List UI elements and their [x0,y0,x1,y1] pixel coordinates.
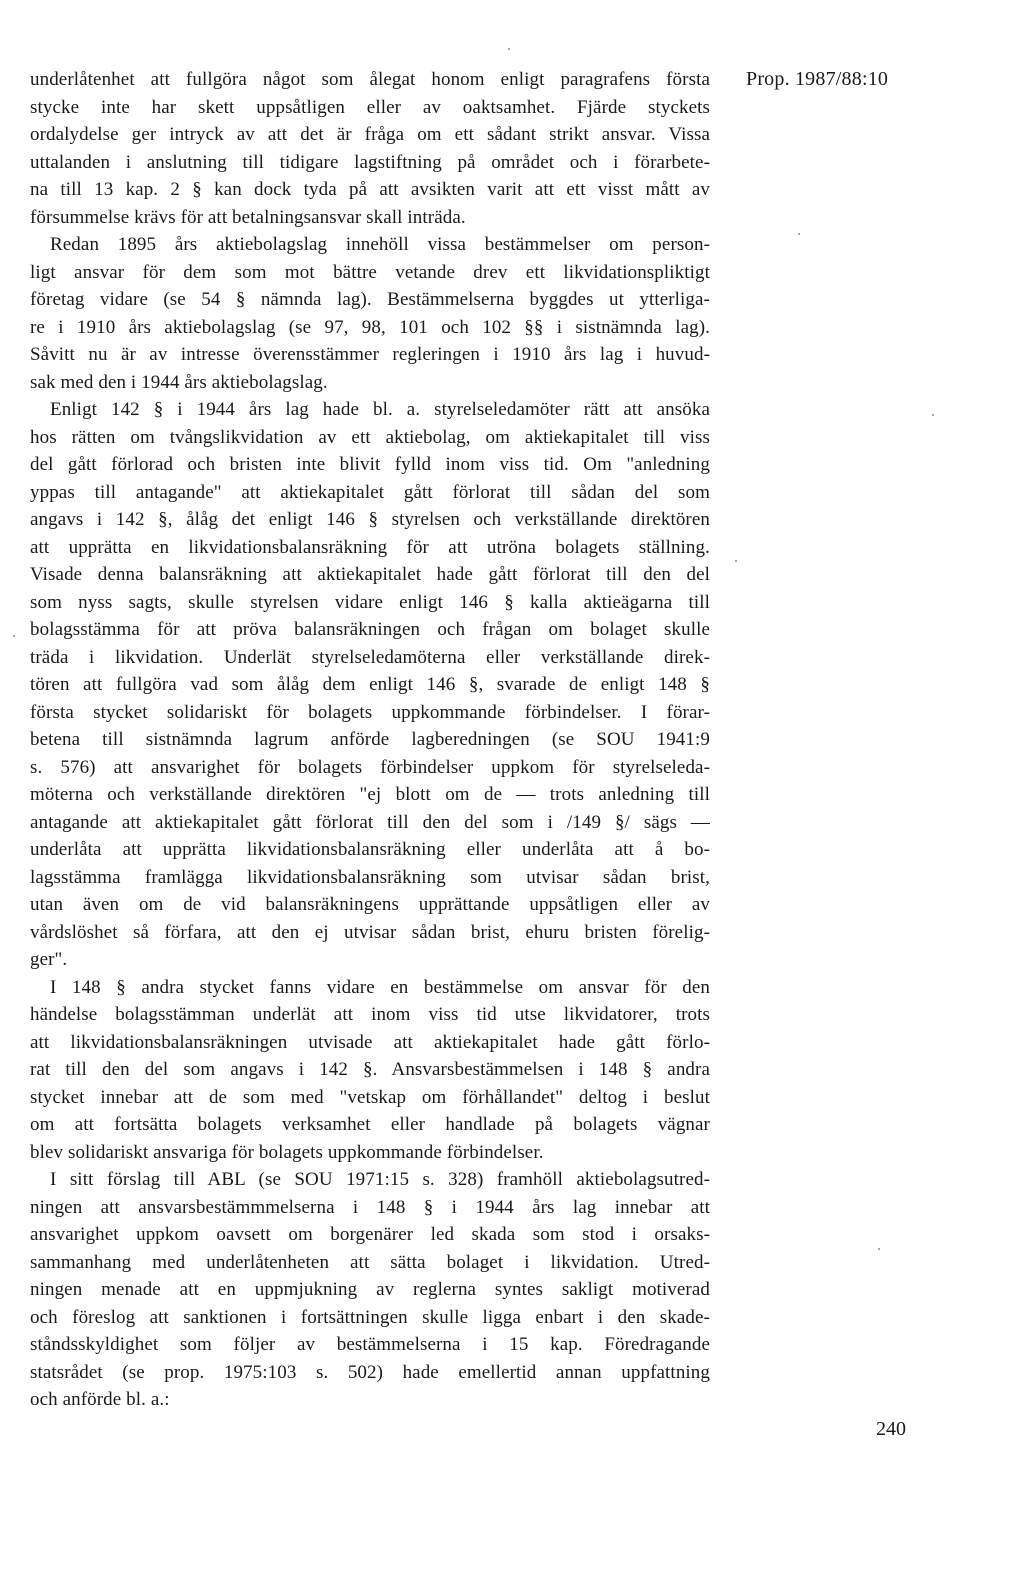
text-line: tören att fullgöra vad som ålåg dem enligt 146 §, svarade de enligt 148 § [30,674,710,695]
text-line: betena till sistnämnda lagrum anförde lagberedningen (se SOU 1941:9 [30,729,710,750]
proposition-reference: Prop. 1987/88:10 [746,68,889,90]
text-line: ningen att ansvarsbestämmmelserna i 148 § i 1944 års lag innebar att [30,1196,710,1218]
text-line: stycke inte har skett uppsåtligen eller av oaktsamhet. Fjärde styckets [30,96,710,118]
text-line: s. 576) att ansvarighet för bolagets förbindelser uppkom för styrelseleda- [30,756,710,778]
text-line: om att fortsätta bolagets verksamhet eller handlade på bolagets vägnar [30,1114,710,1135]
text-line: underlåta att upprätta likvidationsbalansräkning eller underlåta att å bo- [30,839,710,860]
text-line: na till 13 kap. 2 § kan dock tyda på att avsikten varit att ett visst mått av [30,179,710,200]
text-line: I 148 § andra stycket fanns vidare en bestämmelse om ansvar för den [50,976,710,998]
scan-speck [878,1248,880,1250]
text-line: utan även om de vid balansräkningens upprättande uppsåtligen eller av [30,894,710,915]
text-line: träda i likvidation. Underlät styrelseledamöterna eller verkställande direk- [30,646,710,668]
text-line: att likvidationsbalansräkningen utvisade att aktiekapitalet hade gått förlo- [30,1031,710,1053]
text-line: händelse bolagsstämman underlät att inom viss tid utse likvidatorer, trots [30,1004,710,1025]
text-line: ligt ansvar för dem som mot bättre vetande drev ett likvidationspliktigt [30,261,710,283]
text-line: och anförde bl. a.: [30,1389,170,1410]
text-line: stycket innebar att de som med "vetskap om förhållandet" deltog i beslut [30,1086,710,1108]
text-line: ningen menade att en uppmjukning av reglerna syntes sakligt motiverad [30,1279,710,1300]
scan-speck [735,560,737,562]
text-line: sak med den i 1944 års aktiebolagslag. [30,371,328,393]
text-line: ger". [30,949,68,970]
text-line: Enligt 142 § i 1944 års lag hade bl. a. styrelseledamöter rätt att ansöka [50,399,710,420]
text-line: Såvitt nu är av intresse överensstämmer regleringen i 1910 års lag i huvud- [30,344,710,365]
scan-speck [13,635,15,637]
text-line: rat till den del som angavs i 142 §. Ansvarsbestämmelsen i 148 § andra [30,1059,710,1080]
text-line: angavs i 142 §, ålåg det enligt 146 § styrelsen och verkställande direktören [30,509,710,530]
text-line: möterna och verkställande direktören "ej blott om de — trots anledning till [30,784,710,805]
text-line: ansvarighet uppkom oavsett om borgenärer led skada som stod i orsaks- [30,1224,710,1245]
text-line: del gått förlorad och bristen inte blivit fylld inom viss tid. Om "anledning [30,454,710,475]
text-line: underlåtenhet att fullgöra något som ålegat honom enligt paragrafens första [30,69,710,90]
text-line: försummelse krävs för att betalningsansvar skall inträda. [30,206,466,228]
text-line: blev solidariskt ansvariga för bolagets uppkommande förbindelser. [30,1141,544,1163]
text-line: lagsstämma framlägga likvidationsbalansräkning som utvisar sådan brist, [30,866,710,888]
text-line: antagande att aktiekapitalet gått förlorat till den del som i /149 §/ sägs — [30,811,710,833]
text-line: vårdslöshet så förfara, att den ej utvisar sådan brist, ehuru bristen förelig- [30,921,710,943]
text-line: sammanhang med underlåtenheten att sätta bolaget i likvidation. Utred- [30,1251,710,1273]
text-line: första stycket solidariskt för bolagets uppkommande förbindelser. I förar- [30,701,710,723]
text-line: och föreslog att sanktionen i fortsättningen skulle ligga enbart i den skade- [30,1306,710,1328]
text-line: företag vidare (se 54 § nämnda lag). Bestämmelserna byggdes ut ytterliga- [30,289,710,310]
text-line: Visade denna balansräkning att aktiekapitalet hade gått förlorat till den del [30,564,710,585]
scan-speck [508,48,510,50]
text-line: yppas till antagande" att aktiekapitalet gått förlorat till sådan del som [30,481,710,503]
text-line: ordalydelse ger intryck av att det är fråga om ett sådant strikt ansvar. Vissa [30,124,710,145]
page-number: 240 [876,1418,906,1440]
text-line: uttalanden i anslutning till tidigare lagstiftning på området och i förarbete- [30,151,710,173]
text-line: hos rätten om tvångslikvidation av ett aktiebolag, om aktiekapitalet till viss [30,426,710,448]
text-line: att upprätta en likvidationsbalansräkning för att utröna bolagets ställning. [30,536,710,558]
body-text [30,66,710,1414]
text-line: statsrådet (se prop. 1975:103 s. 502) hade emellertid annan uppfattning [30,1361,710,1383]
text-line: re i 1910 års aktiebolagslag (se 97, 98, 101 och 102 §§ i sistnämnda lag). [30,316,710,338]
scan-speck [932,414,934,416]
text-line: Redan 1895 års aktiebolagslag innehöll vissa bestämmelser om person- [50,234,710,255]
text-line: som nyss sagts, skulle styrelsen vidare enligt 146 § kalla aktieägarna till [30,591,710,613]
scan-speck [798,233,800,235]
text-line: I sitt förslag till ABL (se SOU 1971:15 s. 328) framhöll aktiebolagsutred- [50,1169,710,1190]
text-line: bolagsstämma för att pröva balansräkningen och frågan om bolaget skulle [30,619,710,640]
text-line: ståndsskyldighet som följer av bestämmelserna i 15 kap. Föredragande [30,1334,710,1355]
